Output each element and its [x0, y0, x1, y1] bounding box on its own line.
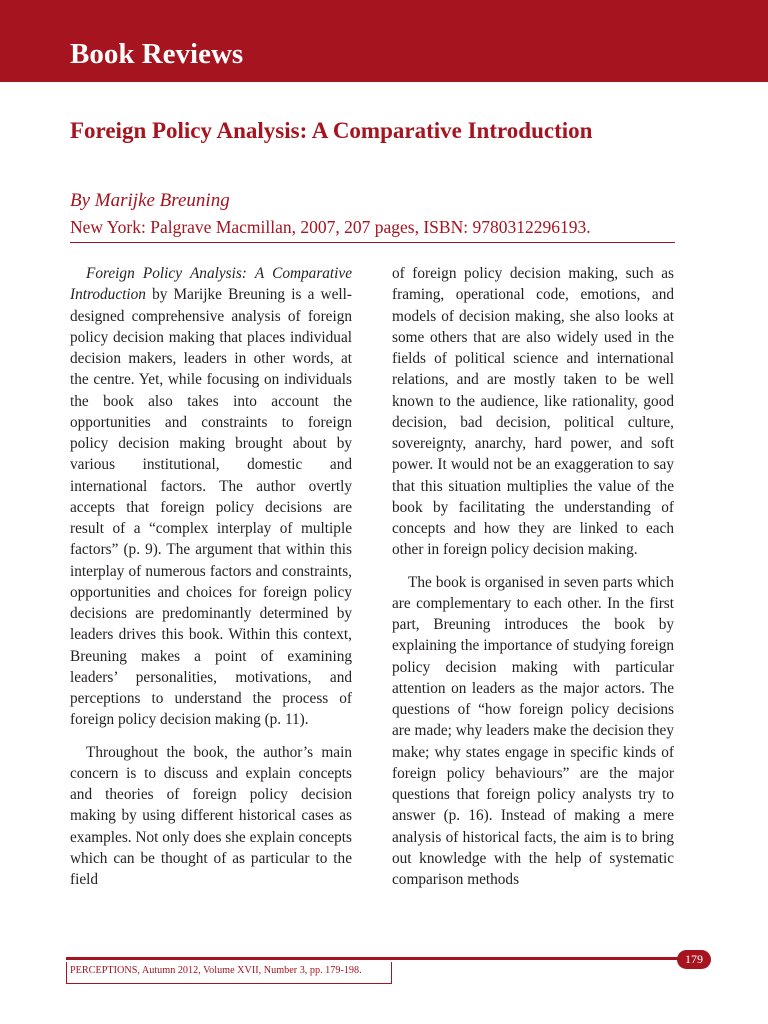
book-title-italic: Foreign Policy Analysis: A Comparative Introduction [70, 265, 352, 304]
body-paragraph: The book is organised in seven parts which are complementary to each other. In the first part, Breuning introduces the book by explaining the importance of studying foreign policy decision making with particular attention on leaders as the major actors. The questions of “how foreign policy decisions are made; why leaders make the decision they make; why states engage in specific kinds of foreign policy behaviours” are the major questions that foreign policy analysts try to answer (p. 16). Instead of making a mere analysis of historical facts, the aim is to bring out knowledge with the help of systematic comparison methods [392, 573, 674, 888]
section-title: Book Reviews [70, 38, 244, 70]
body-paragraph [70, 263, 352, 731]
footer-rule [66, 957, 680, 960]
left-column [70, 263, 352, 901]
article-title: Foreign Policy Analysis: A Comparative Introduction [70, 118, 593, 143]
header-band [0, 0, 768, 82]
author-byline: By Marijke Breuning [70, 190, 230, 211]
publication-info: New York: Palgrave Macmillan, 2007, 207 pages, ISBN: 9780312296193. [70, 217, 591, 237]
title-divider [70, 242, 675, 243]
paragraph-text: by Marijke Breuning is a well-designed comprehensive analysis of foreign policy decision making that places individual decision makers, leaders in other words, at the centre. Yet, while focusing on individuals the book also takes into account the opportunities and constraints to foreign policy decision making brought about by various institutional, domestic and international factors. The author overtly accepts that foreign policy decisions are result of a “complex interplay of multiple factors” (p. 9). The argument that within this interplay of numerous factors and constraints, opportunities and choices for foreign policy decisions are predominantly determined by leaders drives this book. Within this context, Breuning makes a point of examining leaders’ personalities, motivations, and perceptions to understand the process of foreign policy decision making (p. 11). [70, 286, 352, 729]
footer-citation: PERCEPTIONS, Autumn 2012, Volume XVII, Number 3, pp. 179-198. [70, 965, 362, 976]
body-paragraph: Throughout the book, the author’s main concern is to discuss and explain concepts and theories of foreign policy decision making by using different historical cases as examples. Not only does she explain concepts which can be thought of as particular to the field [70, 743, 352, 888]
page-number-badge: 179 [677, 950, 711, 969]
right-column [392, 263, 674, 901]
body-paragraph: of foreign policy decision making, such as framing, operational code, emotions, and models of decision making, she also looks at some others that are also widely used in the fields of political science and international relations, and are mostly taken to be well known to the audience, like rationality, good decision, bad decision, political culture, sovereignty, anarchy, hard power, and soft power. It would not be an exaggeration to say that this situation multiplies the value of the book by facilitating the understanding of concepts and how they are linked to each other in foreign policy decision making. [392, 265, 674, 559]
